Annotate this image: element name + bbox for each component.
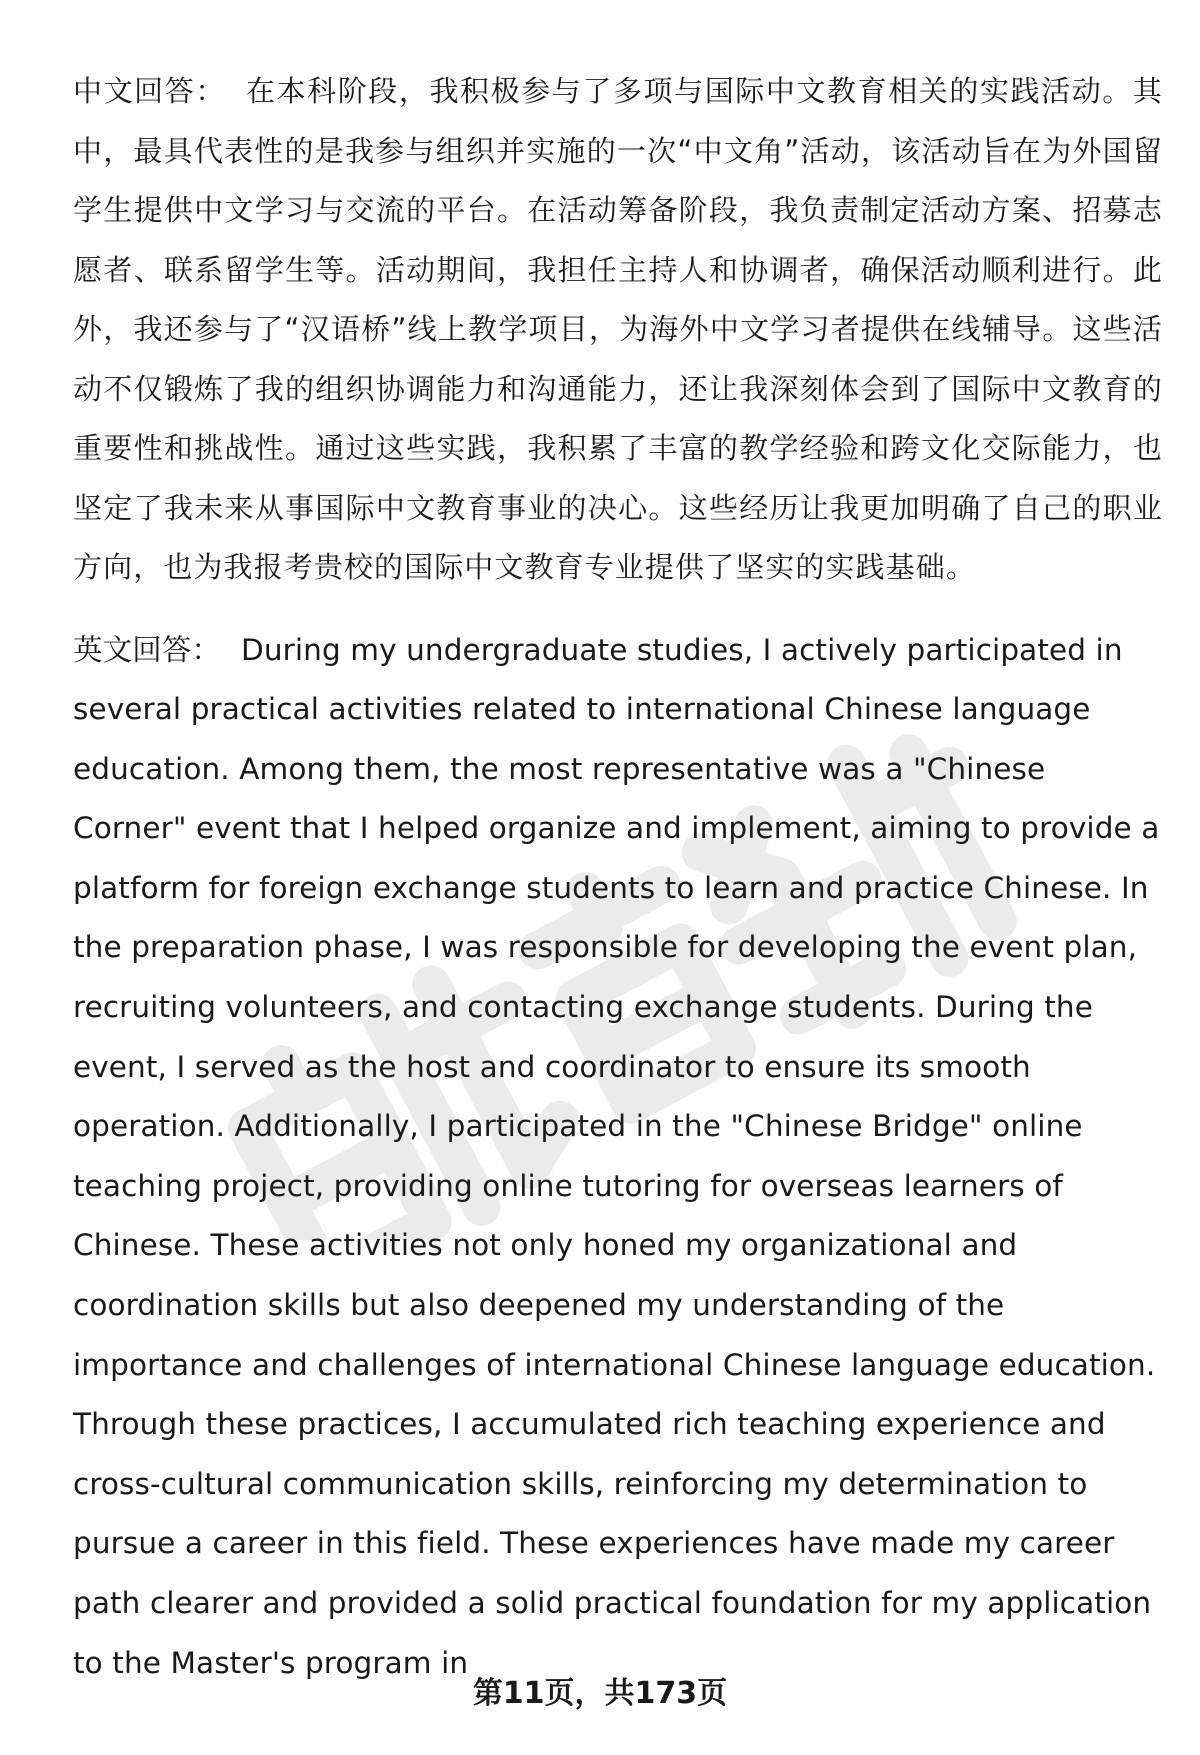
english-answer-label: 英文回答：: [73, 632, 222, 667]
english-answer-text: During my undergraduate studies, I actively participated in several practical activities related to international Chinese language education. Among them, the most representative was a "Chinese Corner" event that I helped organize and implement, aiming to provide a platform for foreign exchange students to learn and practice Chinese. In the preparation phase, I was responsible for developing the event plan, recruiting volunteers, and contacting exchange students. During the event, I served as the host and coordinator to ensure its smooth operation. Additionally, I participated in the "Chinese Bridge" online teaching project, providing online tutoring for overseas learners of Chinese. These activities not only honed my organizational and coordination skills but also deepened my understanding of the importance and challenges of international Chinese language education. Through these practices, I accumulated rich teaching experience and cross-cultural communication skills, reinforcing my determination to pursue a career in this field. These experiences have made my career path clearer and provided a solid practical foundation for my application to the Master's program in: [73, 632, 1160, 1680]
chinese-answer-text: 在本科阶段，我积极参与了多项与国际中文教育相关的实践活动。其中，最具代表性的是我参与组织并实施的一次“中文角”活动，该活动旨在为外国留学生提供中文学习与交流的平台。在活动筹备阶段，我负责制定活动方案、招募志愿者、联系留学生等。活动期间，我担任主持人和协调者，确保活动顺利进行。此外，我还参与了“汉语桥”线上教学项目，为海外中文学习者提供在线辅导。这些活动不仅锻炼了我的组织协调能力和沟通能力，还让我深刻体会到了国际中文教育的重要性和挑战性。通过这些实践，我积累了丰富的教学经验和跨文化交际能力，也坚定了我未来从事国际中文教育事业的决心。这些经历让我更加明确了自己的职业方向，也为我报考贵校的国际中文教育专业提供了坚实的实践基础。: [73, 74, 1163, 584]
chinese-answer-paragraph: [73, 62, 1163, 598]
document-body: [73, 62, 1163, 1693]
english-answer-paragraph: [73, 621, 1163, 1694]
page-indicator: 第11页，共173页: [472, 1676, 728, 1711]
chinese-answer-label: 中文回答：: [73, 74, 226, 108]
